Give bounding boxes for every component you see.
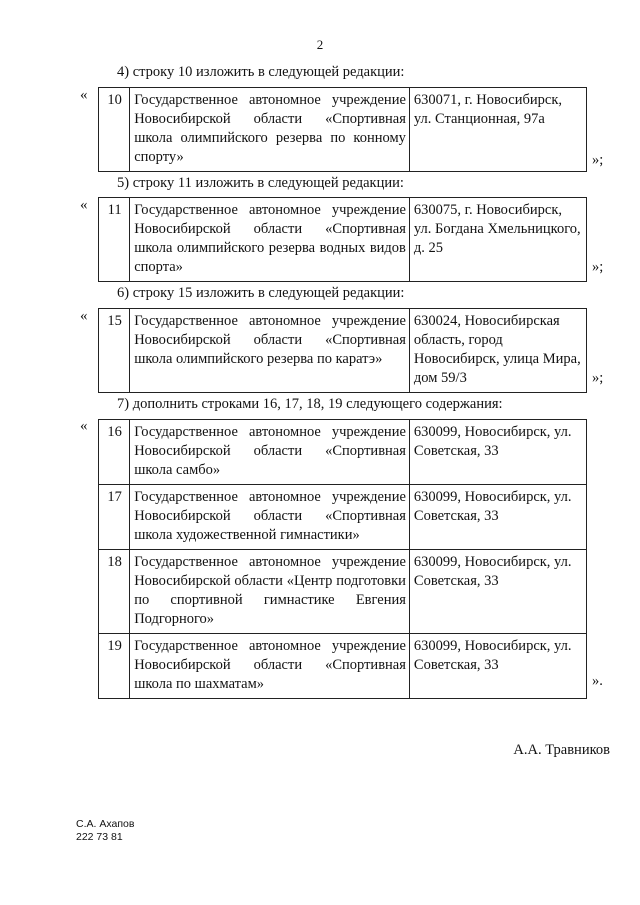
table-row-11: [98, 197, 587, 282]
institution-name: Государственное автономное учреждение Новосибирской области «Спортивная школа олимпийского резерва водных видов спорта»: [130, 198, 410, 282]
institution-name: Государственное автономное учреждение Новосибирской области «Спортивная школа по шахматам»: [130, 634, 410, 699]
row-number: 15: [99, 309, 130, 393]
instruction-row-10: 4) строку 10 изложить в следующей редакции:: [117, 64, 405, 80]
table-row-15: [98, 308, 587, 393]
page-number: 2: [316, 37, 324, 52]
institution-name: Государственное автономное учреждение Новосибирской области «Спортивная школа олимпийского резерва по конному спорту»: [130, 88, 410, 172]
institution-address: 630071, г. Новосибирск, ул. Станционная, 97а: [409, 88, 586, 172]
close-quote: »;: [592, 370, 604, 386]
table-row: [99, 634, 587, 699]
open-quote: «: [80, 87, 88, 103]
table-row: [99, 550, 587, 634]
author-phone: 222 73 81: [76, 831, 123, 843]
row-number: 17: [99, 485, 130, 550]
open-quote: «: [80, 418, 88, 434]
instruction-rows-16-19: 7) дополнить строками 16, 17, 18, 19 следующего содержания:: [117, 396, 503, 412]
row-number: 11: [99, 198, 130, 282]
row-number: 19: [99, 634, 130, 699]
institution-name: Государственное автономное учреждение Новосибирской области «Спортивная школа самбо»: [130, 420, 410, 485]
row-number: 16: [99, 420, 130, 485]
author-name: С.А. Ахапов: [76, 818, 135, 830]
institution-name: Государственное автономное учреждение Новосибирской области «Спортивная школа художественной гимнастики»: [130, 485, 410, 550]
close-quote: »;: [592, 152, 604, 168]
table-row: [99, 485, 587, 550]
close-quote: »;: [592, 259, 604, 275]
instruction-row-15: 6) строку 15 изложить в следующей редакции:: [117, 285, 405, 301]
table-rows-16-19: [98, 419, 587, 699]
open-quote: «: [80, 308, 88, 324]
institution-name: Государственное автономное учреждение Новосибирской области «Центр подготовки по спортивной гимнастике Евгения Подгорного»: [130, 550, 410, 634]
table-row: [99, 88, 587, 172]
table-row: [99, 309, 587, 393]
instruction-row-11: 5) строку 11 изложить в следующей редакции:: [117, 175, 404, 191]
row-number: 10: [99, 88, 130, 172]
institution-name: Государственное автономное учреждение Новосибирской области «Спортивная школа олимпийского резерва по каратэ»: [130, 309, 410, 393]
table-row: [99, 420, 587, 485]
row-number: 18: [99, 550, 130, 634]
signatory-name: А.А. Травников: [513, 742, 610, 758]
institution-address: 630024, Новосибирская область, город Новосибирск, улица Мира, дом 59/3: [409, 309, 586, 393]
institution-address: 630099, Новосибирск, ул. Советская, 33: [409, 420, 586, 485]
table-row: [99, 198, 587, 282]
close-quote: ».: [592, 673, 603, 689]
institution-address: 630075, г. Новосибирск, ул. Богдана Хмельницкого, д. 25: [409, 198, 586, 282]
institution-address: 630099, Новосибирск, ул. Советская, 33: [409, 485, 586, 550]
open-quote: «: [80, 197, 88, 213]
institution-address: 630099, Новосибирск, ул. Советская, 33: [409, 634, 586, 699]
table-row-10: [98, 87, 587, 172]
institution-address: 630099, Новосибирск, ул. Советская, 33: [409, 550, 586, 634]
